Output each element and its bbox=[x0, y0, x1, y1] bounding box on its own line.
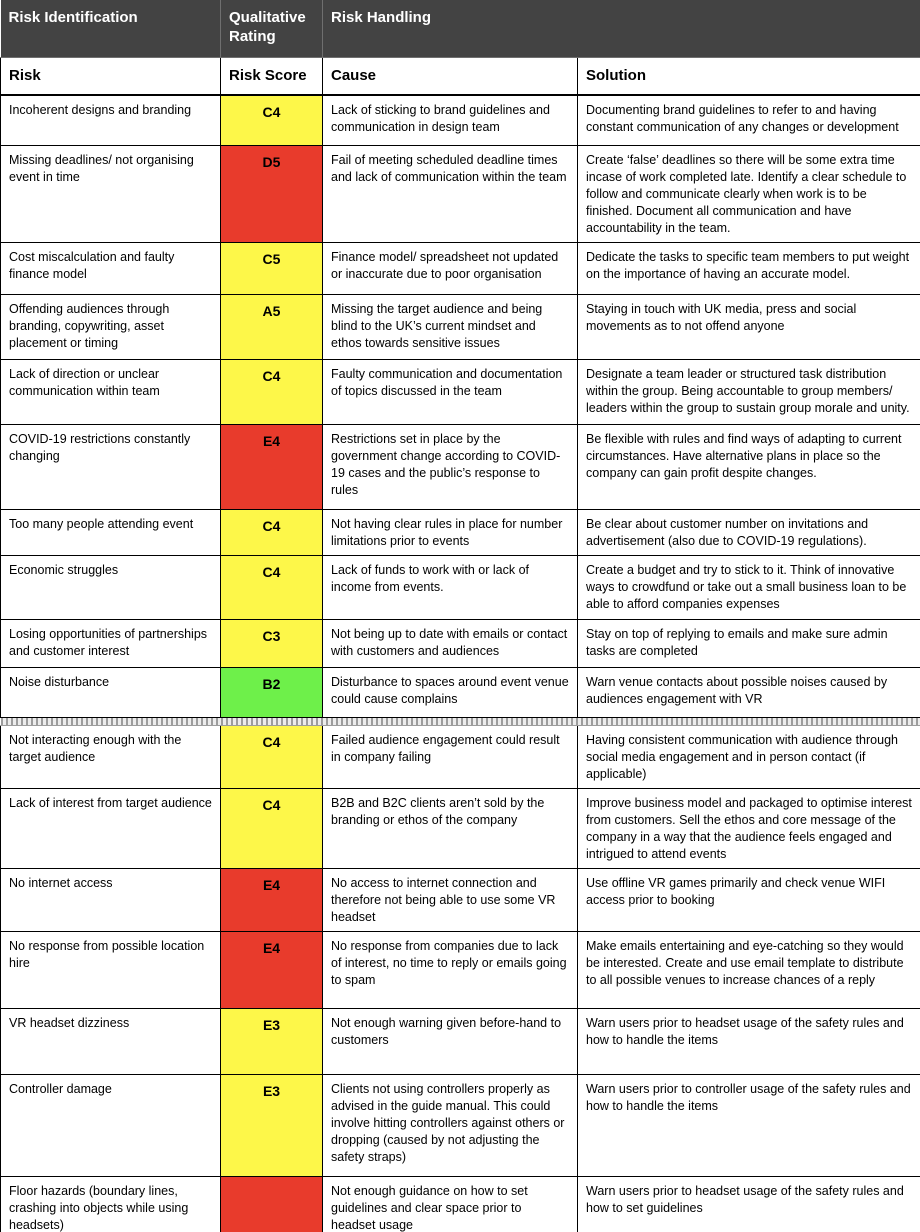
cause-cell: Disturbance to spaces around event venue could cause complains bbox=[323, 667, 578, 717]
cause-cell: Failed audience engagement could result in company failing bbox=[323, 725, 578, 788]
cause-cell: Not being up to date with emails or contact with customers and audiences bbox=[323, 619, 578, 667]
risk-score-cell: D5 bbox=[221, 145, 323, 242]
cause-cell: Missing the target audience and being blind to the UK’s current mindset and ethos towards sensitive issues bbox=[323, 294, 578, 359]
group-header-risk-identification: Risk Identification bbox=[1, 0, 221, 57]
table-row bbox=[1, 145, 920, 242]
table-row bbox=[1, 294, 920, 359]
table-row bbox=[1, 424, 920, 509]
risk-cell: COVID-19 restrictions constantly changing bbox=[1, 424, 221, 509]
risk-cell: Lack of direction or unclear communication within team bbox=[1, 359, 221, 424]
risk-score-cell: E4 bbox=[221, 424, 323, 509]
table-row bbox=[1, 1074, 920, 1176]
risk-cell: No internet access bbox=[1, 868, 221, 931]
table-row bbox=[1, 555, 920, 619]
column-header-risk: Risk bbox=[1, 57, 221, 95]
group-header-qualitative-rating: Qualitative Rating bbox=[221, 0, 323, 57]
risk-cell: Economic struggles bbox=[1, 555, 221, 619]
solution-cell: Stay on top of replying to emails and make sure admin tasks are completed bbox=[578, 619, 920, 667]
risk-score-cell: A5 bbox=[221, 294, 323, 359]
solution-cell: Create ‘false’ deadlines so there will be some extra time incase of work completed late. Identify a clear schedule to follow and communicate clearly when work is to be finished. Document all communication and have accountability in the team. bbox=[578, 145, 920, 242]
cause-cell: Clients not using controllers properly as advised in the guide manual. This could involve hitting controllers against others or dropping (caused by not adjusting the safety straps) bbox=[323, 1074, 578, 1176]
risk-cell: Losing opportunities of partnerships and customer interest bbox=[1, 619, 221, 667]
risk-score-cell: C4 bbox=[221, 788, 323, 868]
table-row bbox=[1, 868, 920, 931]
solution-cell: Warn users prior to controller usage of the safety rules and how to handle the items bbox=[578, 1074, 920, 1176]
cause-cell: Not enough warning given before-hand to customers bbox=[323, 1008, 578, 1074]
cause-cell: Lack of sticking to brand guidelines and communication in design team bbox=[323, 95, 578, 145]
solution-cell: Be clear about customer number on invitations and advertisement (also due to COVID-19 regulations). bbox=[578, 509, 920, 555]
table-row bbox=[1, 931, 920, 1008]
risk-score-cell: C5 bbox=[221, 242, 323, 294]
risk-score-cell: C4 bbox=[221, 509, 323, 555]
risk-cell: Lack of interest from target audience bbox=[1, 788, 221, 868]
risk-score-cell: C4 bbox=[221, 359, 323, 424]
risk-cell: Not interacting enough with the target audience bbox=[1, 725, 221, 788]
column-header-row bbox=[1, 57, 920, 95]
column-header-cause: Cause bbox=[323, 57, 578, 95]
risk-cell: Offending audiences through branding, copywriting, asset placement or timing bbox=[1, 294, 221, 359]
solution-cell: Staying in touch with UK media, press and social movements as to not offend anyone bbox=[578, 294, 920, 359]
table-row bbox=[1, 95, 920, 145]
solution-cell: Use offline VR games primarily and check venue WIFI access prior to booking bbox=[578, 868, 920, 931]
column-header-risk-score: Risk Score bbox=[221, 57, 323, 95]
table-row bbox=[1, 1176, 920, 1232]
risk-cell: Controller damage bbox=[1, 1074, 221, 1176]
solution-cell: Make emails entertaining and eye-catching so they would be interested. Create and use email template to distribute to all possible venues to increase chances of a reply bbox=[578, 931, 920, 1008]
risk-cell: Floor hazards (boundary lines, crashing into objects while using headsets) bbox=[1, 1176, 221, 1232]
risk-score-cell: C4 bbox=[221, 95, 323, 145]
solution-cell: Be flexible with rules and find ways of adapting to current circumstances. Have alternative plans in place so the company can gain profit despite changes. bbox=[578, 424, 920, 509]
solution-cell: Documenting brand guidelines to refer to and having constant communication of any changes or development bbox=[578, 95, 920, 145]
risk-score-cell: E4 bbox=[221, 931, 323, 1008]
table-row bbox=[1, 1008, 920, 1074]
risk-score-cell: E3 bbox=[221, 1008, 323, 1074]
table-row bbox=[1, 667, 920, 717]
solution-cell: Warn venue contacts about possible noises caused by audiences engagement with VR bbox=[578, 667, 920, 717]
solution-cell: Having consistent communication with audience through social media engagement and in person contact (if applicable) bbox=[578, 725, 920, 788]
table-row bbox=[1, 509, 920, 555]
risk-cell: Cost miscalculation and faulty finance model bbox=[1, 242, 221, 294]
table-row bbox=[1, 619, 920, 667]
column-header-solution: Solution bbox=[578, 57, 920, 95]
risk-table-body bbox=[1, 95, 920, 1232]
cause-cell: Restrictions set in place by the government change according to COVID-19 cases and the public’s response to rules bbox=[323, 424, 578, 509]
page-break-divider bbox=[1, 717, 920, 725]
risk-score-cell: C4 bbox=[221, 725, 323, 788]
risk-cell: Too many people attending event bbox=[1, 509, 221, 555]
table-row bbox=[1, 242, 920, 294]
solution-cell: Dedicate the tasks to specific team members to put weight on the importance of having an accurate model. bbox=[578, 242, 920, 294]
cause-cell: No response from companies due to lack of interest, no time to reply or emails going to spam bbox=[323, 931, 578, 1008]
table-row bbox=[1, 359, 920, 424]
cause-cell: Lack of funds to work with or lack of income from events. bbox=[323, 555, 578, 619]
cause-cell: Finance model/ spreadsheet not updated or inaccurate due to poor organisation bbox=[323, 242, 578, 294]
cause-cell: Not having clear rules in place for number limitations prior to events bbox=[323, 509, 578, 555]
risk-cell: VR headset dizziness bbox=[1, 1008, 221, 1074]
page-break-band bbox=[1, 717, 920, 725]
risk-score-cell bbox=[221, 1176, 323, 1232]
risk-cell: Incoherent designs and branding bbox=[1, 95, 221, 145]
risk-cell: Noise disturbance bbox=[1, 667, 221, 717]
group-header-row bbox=[1, 0, 920, 57]
risk-score-cell: B2 bbox=[221, 667, 323, 717]
cause-cell: Fail of meeting scheduled deadline times and lack of communication within the team bbox=[323, 145, 578, 242]
solution-cell: Create a budget and try to stick to it. Think of innovative ways to crowdfund or take out a small business loan to be able to afford companies expenses bbox=[578, 555, 920, 619]
risk-score-cell: C4 bbox=[221, 555, 323, 619]
cause-cell: Not enough guidance on how to set guidelines and clear space prior to headset usage bbox=[323, 1176, 578, 1232]
cause-cell: No access to internet connection and therefore not being able to use some VR headset bbox=[323, 868, 578, 931]
solution-cell: Warn users prior to headset usage of the safety rules and how to set guidelines bbox=[578, 1176, 920, 1232]
table-row bbox=[1, 725, 920, 788]
solution-cell: Warn users prior to headset usage of the safety rules and how to handle the items bbox=[578, 1008, 920, 1074]
risk-score-cell: E3 bbox=[221, 1074, 323, 1176]
cause-cell: B2B and B2C clients aren’t sold by the branding or ethos of the company bbox=[323, 788, 578, 868]
table-row bbox=[1, 788, 920, 868]
risk-score-cell: C3 bbox=[221, 619, 323, 667]
solution-cell: Designate a team leader or structured task distribution within the group. Being accountable to group members/ leaders within the group to sustain group morale and unity. bbox=[578, 359, 920, 424]
group-header-risk-handling: Risk Handling bbox=[323, 0, 920, 57]
risk-cell: No response from possible location hire bbox=[1, 931, 221, 1008]
risk-score-cell: E4 bbox=[221, 868, 323, 931]
solution-cell: Improve business model and packaged to optimise interest from customers. Sell the ethos and core message of the company in a way that the audience feels engaged and intrigued to attend events bbox=[578, 788, 920, 868]
risk-cell: Missing deadlines/ not organising event in time bbox=[1, 145, 221, 242]
cause-cell: Faulty communication and documentation of topics discussed in the team bbox=[323, 359, 578, 424]
